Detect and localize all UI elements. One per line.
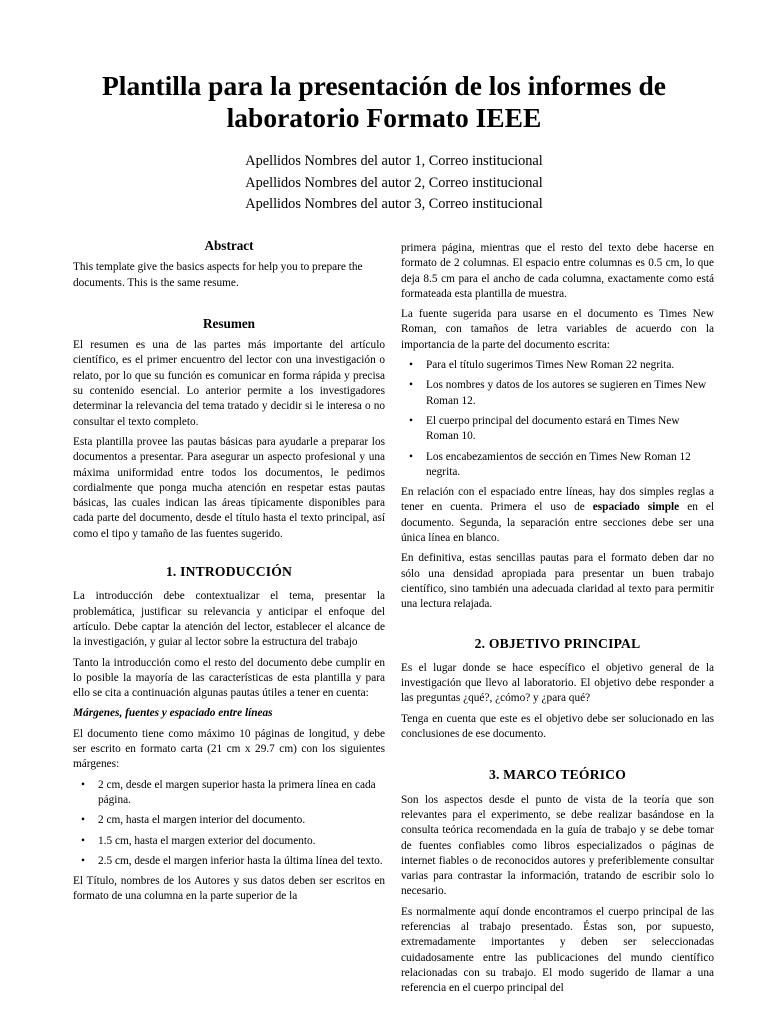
bullet-icon: • (409, 414, 413, 427)
list-item: • 1.5 cm, hasta el margen exterior del documento. (73, 834, 385, 849)
introduccion-heading: 1. INTRODUCCIÓN (165, 564, 293, 580)
bullet-icon: • (81, 834, 85, 847)
author-line: Apellidos Nombres del autor 1, Correo institucional (245, 153, 543, 169)
author-line: Apellidos Nombres del autor 3, Correo institucional (245, 196, 543, 212)
abstract-text: This template give the basics aspects for help you to prepare the documents. This is the same resume. (73, 261, 363, 289)
list-item: • Los encabezamientos de sección en Times New Roman 12 negrita. (409, 450, 691, 478)
marco-paragraph: Son los aspectos desde el punto de vista de la teoría que son relevantes para el experimento, se debe realizar basándose en la consulta teórica recomendada en la guía de trabajo y se debe tomar de fuentes confiables como libros especializados o páginas de internet fiables o de reconocidos autores y preferiblemente consultar varias para contrastar la información, tratando de escribir solo lo necesario. (401, 793, 714, 898)
objetivo-paragraph: Tenga en cuenta que este es el objetivo debe ser solucionado en las conclusiones de ese documento. (401, 712, 714, 741)
resumen-heading: Resumen (202, 315, 256, 331)
subsection-heading: Márgenes, fuentes y espaciado entre líneas (73, 707, 273, 720)
list-item: • 2 cm, desde el margen superior hasta la primera línea en cada página. (81, 778, 376, 806)
bullet-icon: • (81, 854, 85, 867)
bold-term: espaciado simple (592, 501, 680, 514)
intro-paragraph: El documento tiene como máximo 10 páginas de longitud, y debe ser escrito en formato carta (21 cm x 29.7 cm) con los siguientes márgenes: (73, 727, 385, 771)
marco-paragraph: Es normalmente aquí donde encontramos el cuerpo principal de las referencias al trabajo presentado. Éstas son, por supuesto, extremadamente importantes y deben ser seleccionadas cuidadosamente entre las publicaciones del mundo científico relacionadas con su trabajo. El modo sugerido de llamar a una referencia en el cuerpo principal del (401, 905, 714, 995)
resumen-paragraph: El resumen es una de las partes más importante del artículo científico, es el primer encuentro del lector con una investigación o relato, por lo que su función es comunicar en forma rápida y precisa su contenido esencial. Lo anterior permite a los investigadores determinar la relevancia del tema tratado y decidir si le interesa o no consultar el texto completo. (73, 339, 385, 428)
bullet-icon: • (409, 450, 413, 463)
marco-teorico-heading: 3. MARCO TEÓRICO (488, 767, 626, 783)
bullet-icon: • (81, 814, 85, 827)
left-column (73, 238, 385, 910)
body-paragraph: La fuente sugerida para usarse en el documento es Times New Roman, con tamaños de letra variables de acuerdo con la importancia de la parte del documento escrita: (401, 308, 714, 351)
right-column (401, 241, 714, 1001)
list-item: • Los nombres y datos de los autores se sugieren en Times New Roman 12. (409, 379, 707, 407)
resumen-paragraph: Esta plantilla provee las pautas básicas para ayudarle a preparar los documentos a presentar. Para asegurar un aspecto profesional y una máxima uniformidad entre todos los documentos, le pedimos cordialmente que ponga mucha atención en respetar estas pautas básicas, las cuales indican las áreas típicamente disponibles para cada parte del documento, desde el título hasta el texto principal, así como el tipo y tamaño de las fuentes sugerido. (73, 435, 385, 540)
paper-title: Plantilla para la presentación de los informes de laboratorio Formato IEEE (102, 70, 666, 133)
intro-paragraph: Tanto la introducción como el resto del documento debe cumplir en lo posible la mayoría de las características de esta plantilla y para ello se cita a continuación algunas pautas útiles a tener en cuenta: (73, 656, 385, 700)
body-paragraph: primera página, mientras que el resto del texto debe hacerse en formato de 2 columnas. El espacio entre columnas es 0.5 cm, lo que deja 8.5 cm para el ancho de cada columna, exactamente como está formateada esta plantilla de muestra. (401, 242, 714, 300)
objetivo-heading: 2. OBJETIVO PRINCIPAL (474, 635, 641, 651)
list-item: • 2 cm, hasta el margen interior del documento. (73, 813, 385, 828)
body-paragraph: En relación con el espaciado entre líneas, hay dos simples reglas a tener en cuenta. Primera el uso de espaciado simple en el documento. Segunda, la separación entre secciones debe ser una única línea en blanco. (401, 486, 714, 545)
list-item: • 2.5 cm, desde el margen inferior hasta la última línea del texto. (73, 854, 385, 869)
objetivo-paragraph: Es el lugar donde se hace específico el objetivo general de la investigación que llevo al laboratorio. El objetivo debe responder a las preguntas ¿qué?, ¿cómo? y ¿para qué? (401, 661, 714, 705)
bullet-icon: • (409, 379, 413, 392)
body-paragraph: En definitiva, estas sencillas pautas para el formato deben dar no sólo una densidad apropiada para presentar un buen trabajo científico, sino también una adecuada claridad al texto para permitir una lectura relajada. (401, 552, 714, 611)
author-line: Apellidos Nombres del autor 2, Correo institucional (245, 174, 543, 191)
list-item: • El cuerpo principal del documento estará en Times New Roman 10. (409, 414, 680, 443)
bullet-icon: • (409, 359, 413, 372)
author-list (0, 151, 768, 216)
fonts-list (401, 358, 714, 480)
intro-paragraph: El Título, nombres de los Autores y sus datos deben ser escritos en formato de una columna en la parte superior de la (73, 875, 385, 903)
list-item: • Para el título sugerimos Times New Roman 22 negrita. (401, 358, 714, 373)
margins-list (73, 778, 385, 869)
abstract-heading: Abstract (204, 238, 254, 253)
intro-paragraph: La introducción debe contextualizar el tema, presentar la problemática, justificar su relevancia y anticipar el enfoque del artículo. Debe captar la atención del lector, establecer el alcance de la investigación, y guiar al lector sobre la estructura del trabajo (73, 590, 385, 649)
bullet-icon: • (81, 778, 85, 791)
